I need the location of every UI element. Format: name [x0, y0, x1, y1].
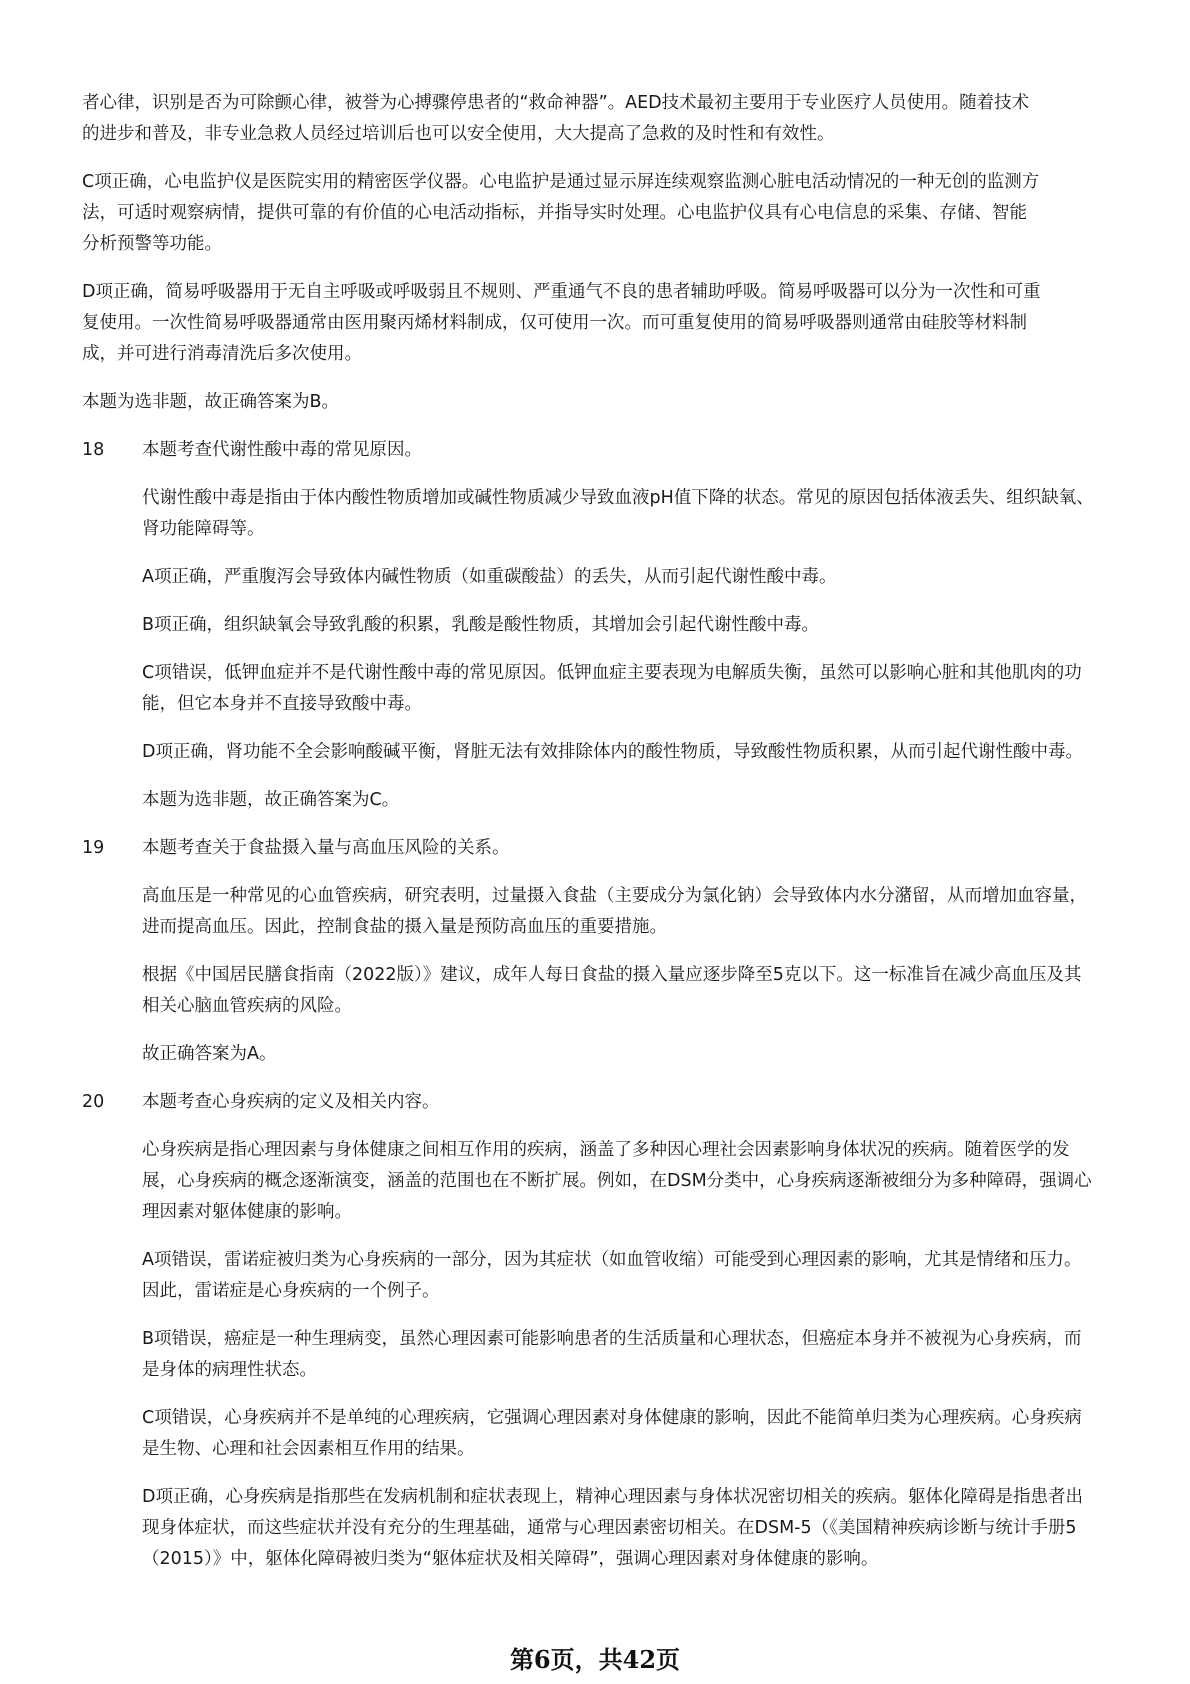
question-number: 18: [82, 440, 105, 460]
answer-line: 本题为选非题，故正确答案为B。: [82, 392, 340, 412]
question-body: [142, 833, 1097, 1087]
paragraph: C项正确，心电监护仪是医院实用的精密医学仪器。心电监护是通过显示屏连续观察监测心脏电活动情况的一种无创的监测方法，可适时观察病情，提供可靠的有价值的心电活动指标，并指导实时处理。心电监护仪具有心电信息的采集、存储、智能分析预警等功能。: [82, 172, 1040, 254]
paragraph: 高血压是一种常见的心血管疾病，研究表明，过量摄入食盐（主要成分为氯化钠）会导致体内水分潴留，从而增加血容量，进而提高血压。因此，控制食盐的摄入量是预防高血压的重要措施。: [142, 886, 1087, 937]
question-19-explanation: [82, 833, 1097, 1087]
question-18-explanation: [82, 435, 1097, 833]
question-number: 19: [82, 838, 105, 858]
paragraph: D项正确，简易呼吸器用于无自主呼吸或呼吸弱且不规则、严重通气不良的患者辅助呼吸。简易呼吸器可以分为一次性和可重复使用。一次性简易呼吸器通常由医用聚丙烯材料制成，仅可使用一次。而可重复使用的简易呼吸器则通常由硅胶等材料制成，并可进行消毒清洗后多次使用。: [82, 282, 1041, 364]
question-topic: 本题考查代谢性酸中毒的常见原因。: [142, 440, 422, 460]
paragraph: B项错误，癌症是一种生理病变，虽然心理因素可能影响患者的生活质量和心理状态，但癌症本身并不被视为心身疾病，而是身体的病理性状态。: [142, 1329, 1082, 1380]
paragraph: 根据《中国居民膳食指南（2022版）》建议，成年人每日食盐的摄入量应逐步降至5克以下。这一标准旨在减少高血压及其相关心脑血管疾病的风险。: [142, 965, 1082, 1016]
paragraph: D项正确，肾功能不全会影响酸碱平衡，肾脏无法有效排除体内的酸性物质，导致酸性物质积累，从而引起代谢性酸中毒。: [142, 742, 1083, 762]
paragraph: A项正确，严重腹泻会导致体内碱性物质（如重碳酸盐）的丢失，从而引起代谢性酸中毒。: [142, 567, 837, 587]
question-topic: 本题考查关于食盐摄入量与高血压风险的关系。: [142, 838, 510, 858]
paragraph: C项错误，低钾血症并不是代谢性酸中毒的常见原因。低钾血症主要表现为电解质失衡，虽然可以影响心脏和其他肌肉的功能，但它本身并不直接导致酸中毒。: [142, 663, 1082, 714]
page-number-footer: 第6页，共42页: [509, 1645, 681, 1674]
page-content: [82, 88, 1097, 1592]
continued-explanation: [82, 88, 1097, 418]
question-20-explanation: [82, 1087, 1097, 1592]
paragraph: A项错误，雷诺症被归类为心身疾病的一部分，因为其症状（如血管收缩）可能受到心理因素的影响，尤其是情绪和压力。因此，雷诺症是心身疾病的一个例子。: [142, 1250, 1082, 1301]
answer-line: 本题为选非题，故正确答案为C。: [142, 790, 400, 810]
paragraph: C项错误，心身疾病并不是单纯的心理疾病，它强调心理因素对身体健康的影响，因此不能简单归类为心理疾病。心身疾病是生物、心理和社会因素相互作用的结果。: [142, 1408, 1082, 1459]
question-body: [142, 435, 1097, 833]
paragraph: B项正确，组织缺氧会导致乳酸的积累，乳酸是酸性物质，其增加会引起代谢性酸中毒。: [142, 615, 820, 635]
question-topic: 本题考查心身疾病的定义及相关内容。: [142, 1092, 440, 1112]
question-number: 20: [82, 1092, 105, 1112]
paragraph: 代谢性酸中毒是指由于体内酸性物质增加或碱性物质减少导致血液pH值下降的状态。常见的原因包括体液丢失、组织缺氧、肾功能障碍等。: [142, 488, 1094, 539]
paragraph: D项正确，心身疾病是指那些在发病机制和症状表现上，精神心理因素与身体状况密切相关的疾病。躯体化障碍是指患者出现身体症状，而这些症状并没有充分的生理基础，通常与心理因素密切相关。在DSM-5（《美国精神疾病诊断与统计手册5（2015）》中，躯体化障碍被归类为“躯体症状及相关障碍”，强调心理因素对身体健康的影响。: [142, 1487, 1083, 1569]
answer-line: 故正确答案为A。: [142, 1044, 277, 1064]
paragraph: 心身疾病是指心理因素与身体健康之间相互作用的疾病，涵盖了多种因心理社会因素影响身体状况的疾病。随着医学的发展，心身疾病的概念逐渐演变，涵盖的范围也在不断扩展。例如，在DSM分类中，心身疾病逐渐被细分为多种障碍，强调心理因素对躯体健康的影响。: [142, 1140, 1092, 1222]
question-body: [142, 1087, 1097, 1592]
paragraph: 者心律，识别是否为可除颤心律，被誉为心搏骤停患者的“救命神器”。AED技术最初主要用于专业医疗人员使用。随着技术的进步和普及，非专业急救人员经过培训后也可以安全使用，大大提高了急救的及时性和有效性。: [82, 93, 1030, 144]
